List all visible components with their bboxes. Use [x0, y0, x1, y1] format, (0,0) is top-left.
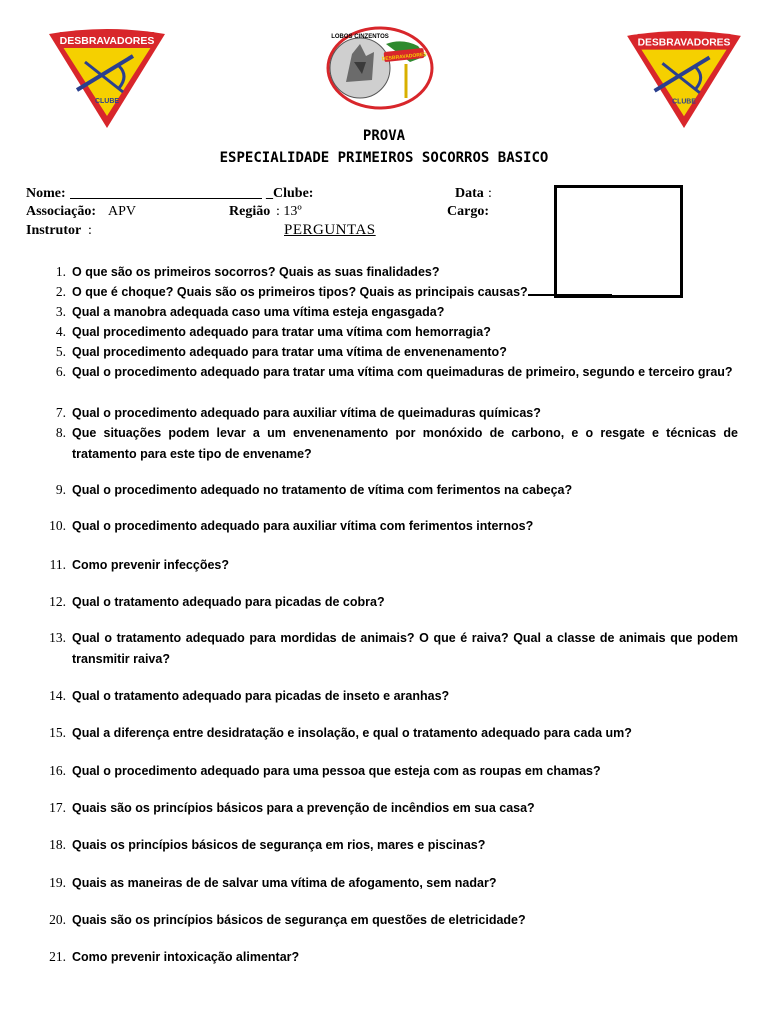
question-item: 15. Qual a diferença entre desidratação e insolação, e qual o tratamento adequado para cada um?: [49, 725, 632, 740]
question-item: 13. Qual o tratamento adequado para mordidas de animais? O que é raiva? Qual a classe de animais que podem transmitir raiva?: [49, 630, 738, 666]
badge-left-sub: CLUBE: [94, 98, 120, 105]
document-subtitle: ESPECIALIDADE PRIMEIROS SOCORROS BASICO: [219, 150, 549, 166]
question-item: 11. Como prevenir infecções?: [49, 557, 229, 572]
desbravadores-badge-right-logo: [622, 28, 746, 130]
data-label: Data: [455, 186, 484, 201]
instrutor-colon: :: [88, 223, 92, 238]
question-item: 8. Que situações podem levar a um envenenamento por monóxido de carbono, e o resgate e técnicas de tratamento para este tipo de envename?: [55, 425, 738, 461]
regiao-value: : 13º: [276, 204, 302, 219]
question-item: 14. Qual o tratamento adequado para picadas de inseto e aranhas?: [49, 688, 450, 703]
question-item: 17. Quais são os princípios básicos para a prevenção de incêndios em sua casa?: [49, 800, 535, 815]
badge-left-text: DESBRAVADORES: [59, 35, 155, 47]
instrutor-label: Instrutor: [26, 223, 82, 238]
nome-field[interactable]: [70, 186, 262, 204]
center-logo-banner: DESBRAVADORES: [381, 51, 427, 63]
perguntas-heading: PERGUNTAS: [284, 222, 376, 238]
desbravadores-badge-left-logo: [45, 26, 169, 130]
associacao-value: APV: [108, 204, 137, 219]
nome-label: Nome:: [26, 186, 66, 201]
clube-label: _Clube:: [266, 186, 314, 201]
data-colon: :: [488, 186, 492, 201]
center-logo-arc: LOBOS CINZENTOS: [331, 34, 389, 40]
question-item: 18. Quais os princípios básicos de segurança em rios, mares e piscinas?: [49, 837, 486, 852]
question-item: 4. Qual procedimento adequado para tratar uma vítima com hemorragia?: [55, 324, 491, 339]
question-item: 19. Quais as maneiras de de salvar uma vítima de afogamento, sem nadar?: [49, 875, 497, 890]
question-item: 5. Qual procedimento adequado para tratar uma vítima de envenenamento?: [55, 344, 507, 359]
club-lobos-cinzentos-logo: [322, 24, 442, 110]
question-item: 12. Qual o tratamento adequado para picadas de cobra?: [49, 594, 385, 609]
question-2-underline: [528, 284, 612, 296]
document-title: PROVA: [362, 128, 406, 144]
question-item: 3. Qual a manobra adequada caso uma vítima esteja engasgada?: [55, 304, 445, 319]
regiao-label: Região: [229, 204, 271, 219]
question-item: 16. Qual o procedimento adequado para uma pessoa que esteja com as roupas em chamas?: [49, 763, 601, 778]
cargo-label: Cargo:: [447, 204, 489, 219]
badge-right-sub: CLUBE: [672, 98, 696, 106]
question-item: 1. O que são os primeiros socorros? Quais as suas finalidades?: [55, 264, 440, 279]
question-item: 2. O que é choque? Quais são os primeiros tipos? Quais as principais causas?: [72, 282, 738, 303]
associacao-label: Associação:: [26, 204, 96, 219]
question-item: 6. Qual o procedimento adequado para tratar uma vítima com queimaduras de primeiro, segundo e terceiro grau?: [55, 364, 733, 379]
question-item: 20. Quais são os princípios básicos de segurança em questões de eletricidade?: [49, 912, 526, 927]
question-item: 21. Como prevenir intoxicação alimentar?: [49, 949, 300, 964]
question-item: 7. Qual o procedimento adequado para auxiliar vítima de queimaduras químicas?: [55, 405, 541, 420]
question-item: 10. Qual o procedimento adequado para auxiliar vítima com ferimentos internos?: [49, 518, 534, 533]
question-item: 9. Qual o procedimento adequado no tratamento de vítima com ferimentos na cabeça?: [55, 482, 573, 497]
badge-right-text: DESBRAVADORES: [637, 37, 731, 49]
